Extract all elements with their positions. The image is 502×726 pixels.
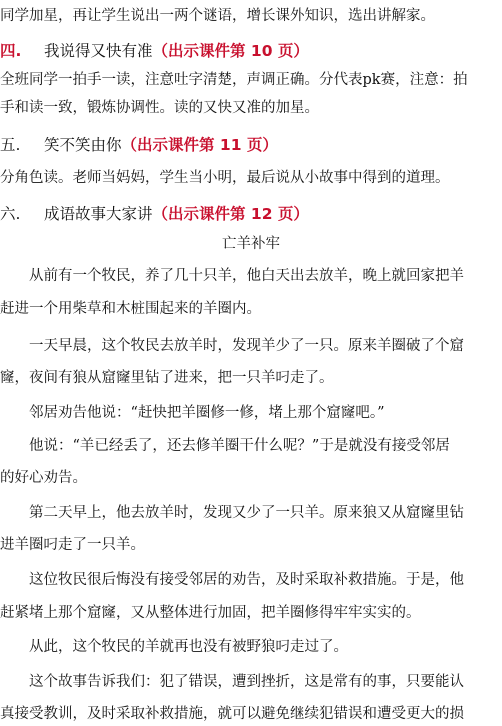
body-text: 分角色读。老师当妈妈，学生当小明，最后说从小故事中得到的道理。 xyxy=(0,170,450,186)
heading-note: （出示课件第 10 页） xyxy=(152,42,309,60)
heading-note: （出示课件第 11 页） xyxy=(121,136,278,154)
body-text: 同学加星，再让学生说出一两个谜语，增长课外知识，选出讲解家。 xyxy=(0,8,435,24)
heading-number: 四. xyxy=(0,42,22,60)
story-title: 亡羊补牢 xyxy=(222,236,280,252)
section-heading-6 xyxy=(0,204,309,224)
heading-number: 五. xyxy=(0,136,21,154)
section-heading-5 xyxy=(0,135,278,155)
story-line: 邻居劝告他说：“赶快把羊圈修一修，堵上那个窟窿吧。” xyxy=(29,405,385,421)
heading-title: 我说得又快有准 xyxy=(44,42,153,60)
story-line: 他说：“羊已经丢了，还去修羊圈干什么呢？”于是就没有接受邻居 xyxy=(29,438,450,454)
story-line: 第二天早上，他去放羊时，发现又少了一只羊。原来狼又从窟窿里钻 xyxy=(29,505,464,521)
story-line: 赶进一个用柴草和木桩围起来的羊圈内。 xyxy=(0,301,261,317)
section-heading-4 xyxy=(0,41,309,61)
story-line: 窿，夜间有狼从窟窿里钻了进来，把一只羊叼走了。 xyxy=(0,370,334,386)
heading-title: 成语故事大家讲 xyxy=(44,205,153,223)
body-text: 全班同学一拍手一读，注意吐字清楚，声调正确。分代表pk赛，注意：拍 xyxy=(0,72,468,88)
story-line: 真接受教训，及时采取补救措施，就可以避免继续犯错误和遭受更大的损 xyxy=(0,706,464,722)
heading-title: 笑不笑由你 xyxy=(44,136,122,154)
heading-number: 六. xyxy=(0,205,21,223)
story-line: 的好心劝告。 xyxy=(0,470,87,486)
story-line: 从前有一个牧民，养了几十只羊，他白天出去放羊，晚上就回家把羊 xyxy=(29,268,464,284)
story-line: 一天早晨，这个牧民去放羊时，发现羊少了一只。原来羊圈破了个窟 xyxy=(29,338,464,354)
body-text: 手和读一致，锻炼协调性。读的又快又准的加星。 xyxy=(0,100,319,116)
story-line: 从此，这个牧民的羊就再也没有被野狼叼走过了。 xyxy=(29,639,348,655)
story-line: 这个故事告诉我们：犯了错误，遭到挫折，这是常有的事，只要能认 xyxy=(29,674,464,690)
story-line: 赶紧堵上那个窟窿，又从整体进行加固，把羊圈修得牢牢实实的。 xyxy=(0,605,421,621)
heading-note: （出示课件第 12 页） xyxy=(152,205,309,223)
story-line: 进羊圈叼走了一只羊。 xyxy=(0,537,145,553)
story-line: 这位牧民很后悔没有接受邻居的劝告，及时采取补救措施。于是，他 xyxy=(29,572,464,588)
